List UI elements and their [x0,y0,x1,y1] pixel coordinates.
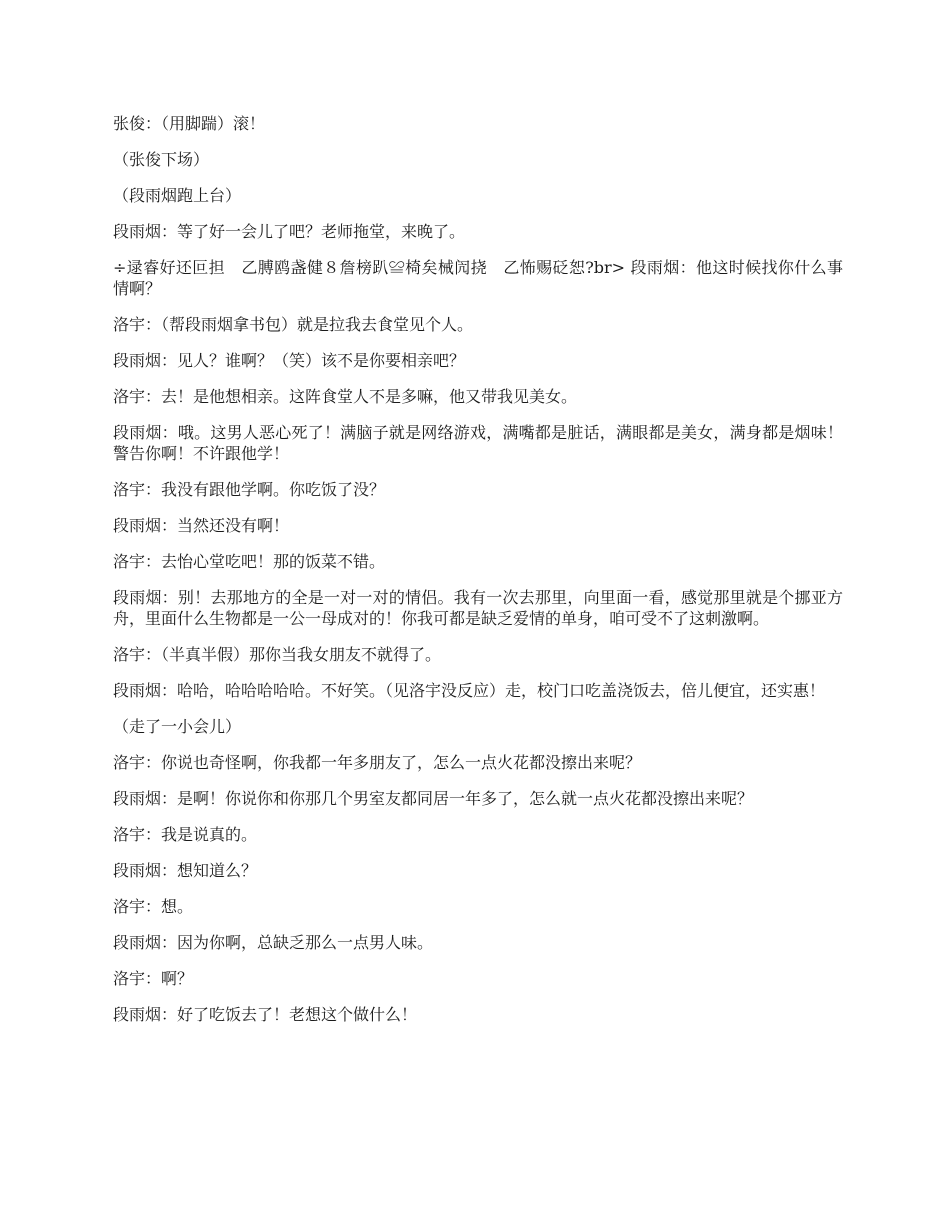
paragraph: 段雨烟：想知道么？ [113,861,258,880]
paragraph: 洛宇：我没有跟他学啊。你吃饭了没？ [113,480,386,499]
paragraph: 洛宇：去怡心堂吃吧！那的饭菜不错。 [113,552,386,571]
paragraph: 段雨烟：见人？谁啊？（笑）该不是你要相亲吧？ [113,351,466,370]
paragraph: 段雨烟：哈哈，哈哈哈哈哈。不好笑。（见洛宇没反应）走，校门口吃盖浇饭去，倍儿便宜，还实惠！ [113,681,826,700]
paragraph: 洛宇：（半真半假）那你当我女朋友不就得了。 [113,645,442,664]
paragraph: 洛宇：去！是他想相亲。这阵食堂人不是多嘛，他又带我见美女。 [113,387,578,406]
paragraph: 洛宇：想。 [113,897,194,916]
paragraph: 洛宇：啊？ [113,969,194,988]
paragraph: 洛宇：我是说真的。 [113,825,258,844]
paragraph: 段雨烟：因为你啊，总缺乏那么一点男人味。 [113,933,434,952]
document-body [113,113,843,1040]
paragraph: （段雨烟跑上台） [113,186,242,205]
paragraph: 洛宇：（帮段雨烟拿书包）就是拉我去食堂见个人。 [113,315,474,334]
paragraph: 段雨烟：等了好一会儿了吧？老师拖堂，来晚了。 [113,222,466,241]
paragraph: 张俊：（用脚踹）滚！ [113,114,266,133]
paragraph: 段雨烟：别！去那地方的全是一对一对的情侣。我有一次去那里，向里面一看，感觉那里就是个挪亚方舟，里面什么生物都是一公一母成对的！你我可都是缺乏爱情的单身，咱可受不了这刺激啊。 [113,588,843,628]
paragraph: 段雨烟：当然还没有啊！ [113,516,290,535]
paragraph: 段雨烟：是啊！你说你和你那几个男室友都同居一年多了，怎么就一点火花都没擦出来呢？ [113,789,754,808]
paragraph: ÷逯睿好还叵担 乙膊鸥盏健８詹榜趴≌椅矣械闶挠 乙怖赐砭恕?br> 段雨烟：他这时候找你什么事情啊？ [113,258,843,298]
paragraph: （走了一小会儿） [113,717,242,736]
paragraph: 段雨烟：好了吃饭去了！老想这个做什么！ [113,1005,418,1024]
paragraph: 段雨烟：哦。这男人恶心死了！满脑子就是网络游戏，满嘴都是脏话，满眼都是美女，满身都是烟味！警告你啊！不许跟他学！ [113,423,843,463]
paragraph: （张俊下场） [113,150,210,169]
paragraph: 洛宇：你说也奇怪啊，你我都一年多朋友了，怎么一点火花都没擦出来呢？ [113,753,642,772]
